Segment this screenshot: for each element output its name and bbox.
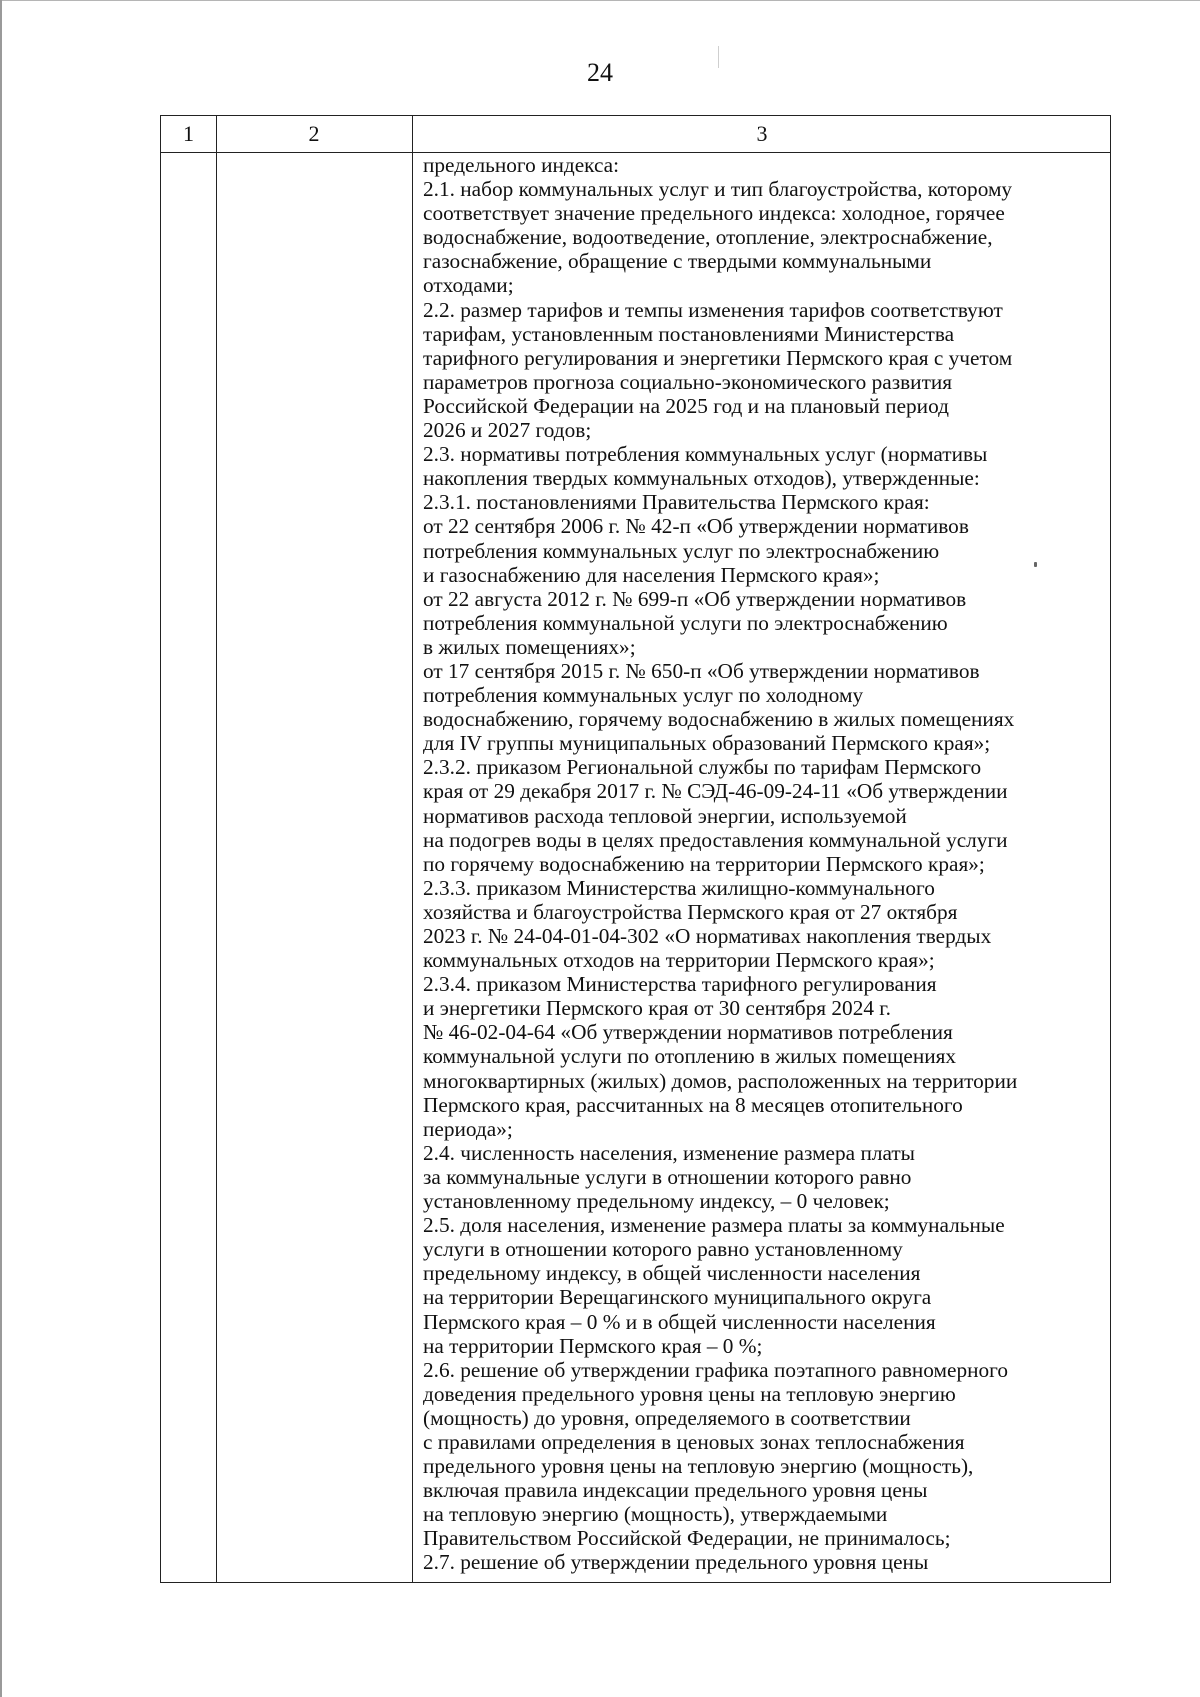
text-line: водоснабжение, водоотведение, отопление, электроснабжение, <box>423 225 993 250</box>
text-line: с правилами определения в ценовых зонах теплоснабжения <box>423 1429 965 1454</box>
text-line: тарифам, установленным постановлениями Министерства <box>423 321 955 346</box>
text-line: предельному индексу, в общей численности населения <box>423 1261 921 1286</box>
column-header-3: 3 <box>756 121 768 146</box>
text-line: за коммунальные услуги в отношении которого равно <box>423 1164 912 1189</box>
text-line: Правительством Российской Федерации, не принималось; <box>423 1526 951 1551</box>
text-line: и энергетики Пермского края от 30 сентября 2024 г. <box>423 996 891 1021</box>
text-line: предельного уровня цены на тепловую энергию (мощность), <box>423 1454 974 1479</box>
text-line: накопления твердых коммунальных отходов), утвержденные: <box>423 466 980 491</box>
text-line: на территории Верещагинского муниципального округа <box>423 1285 932 1310</box>
column-3-text <box>423 153 1109 1575</box>
text-line: 2.3. нормативы потребления коммунальных услуг (нормативы <box>423 442 988 467</box>
text-line: коммунальной услуги по отоплению в жилых помещениях <box>423 1044 957 1069</box>
text-line: 2.5. доля населения, изменение размера платы за коммунальные <box>423 1213 1005 1238</box>
text-line: 2.1. набор коммунальных услуг и тип благоустройства, которому <box>423 177 1013 202</box>
text-line: газоснабжение, обращение с твердыми коммунальными <box>423 249 932 274</box>
text-line: потребления коммунальных услуг по холодному <box>423 683 864 708</box>
document-table <box>160 115 1111 1583</box>
text-line: Пермского края – 0 % и в общей численности населения <box>423 1309 936 1334</box>
column-header-1: 1 <box>183 121 194 146</box>
text-line: водоснабжению, горячему водоснабжению в жилых помещениях <box>423 707 1015 732</box>
text-line: 2.3.3. приказом Министерства жилищно-коммунального <box>423 875 935 900</box>
text-line: Российской Федерации на 2025 год и на плановый период <box>423 393 949 418</box>
text-line: потребления коммунальной услуги по электроснабжению <box>423 610 948 635</box>
text-line: включая правила индексации предельного уровня цены <box>423 1478 928 1503</box>
text-line: 2.4. численность населения, изменение размера платы <box>423 1140 915 1165</box>
scan-artifact <box>718 46 719 68</box>
text-line: от 17 сентября 2015 г. № 650-п «Об утверждении нормативов <box>423 658 980 683</box>
text-line: на территории Пермского края – 0 %; <box>423 1333 763 1358</box>
text-line: хозяйства и благоустройства Пермского края от 27 октября <box>423 899 958 924</box>
column-header-2: 2 <box>308 121 320 146</box>
text-line: 2.2. размер тарифов и темпы изменения тарифов соответствуют <box>423 297 1003 322</box>
text-line: установленному предельному индексу, – 0 человек; <box>423 1189 890 1214</box>
text-line: 2.3.1. постановлениями Правительства Пермского края: <box>423 490 930 515</box>
text-line: края от 29 декабря 2017 г. № СЭД-46-09-24-11 «Об утверждении <box>423 779 1008 804</box>
text-line: 2023 г. № 24-04-01-04-302 «О нормативах накопления твердых <box>423 924 992 948</box>
text-line: в жилых помещениях»; <box>423 634 636 659</box>
text-line: 2.3.2. приказом Региональной службы по тарифам Пермского <box>423 755 982 780</box>
text-line: услуги в отношении которого равно установленному <box>423 1237 903 1262</box>
column-divider <box>216 116 217 1582</box>
page-number: 24 <box>587 58 613 87</box>
scan-edge-left <box>0 0 2 1697</box>
text-line: 2.6. решение об утверждении графика поэтапного равномерного <box>423 1357 1009 1382</box>
text-line: предельного индекса: <box>423 153 620 177</box>
text-line: для IV группы муниципальных образований Пермского края»; <box>423 731 991 756</box>
text-line: потребления коммунальных услуг по электроснабжению <box>423 538 940 563</box>
scan-artifact <box>1034 562 1037 567</box>
text-line: параметров прогноза социально-экономического развития <box>423 369 953 394</box>
column-divider <box>412 116 413 1582</box>
text-line: нормативов расхода тепловой энергии, используемой <box>423 803 907 828</box>
text-line: и газоснабжению для населения Пермского края»; <box>423 562 880 587</box>
text-line: на подогрев воды в целях предоставления коммунальной услуги <box>423 827 1008 852</box>
text-line: соответствует значение предельного индекса: холодное, горячее <box>423 201 1005 226</box>
text-line: доведения предельного уровня цены на тепловую энергию <box>423 1381 956 1406</box>
text-line: 2.7. решение об утверждении предельного уровня цены <box>423 1550 929 1575</box>
text-line: коммунальных отходов на территории Пермского края»; <box>423 948 935 973</box>
text-line: 2.3.4. приказом Министерства тарифного регулирования <box>423 972 937 997</box>
text-line: периода»; <box>423 1116 513 1141</box>
text-line: (мощность) до уровня, определяемого в соответствии <box>423 1405 911 1430</box>
text-line: 2026 и 2027 годов; <box>423 418 592 443</box>
text-line: № 46-02-04-64 «Об утверждении нормативов потребления <box>423 1020 953 1045</box>
text-line: Пермского края, рассчитанных на 8 месяцев отопительного <box>423 1092 963 1117</box>
text-line: от 22 сентября 2006 г. № 42-п «Об утверждении нормативов <box>423 514 969 539</box>
text-line: тарифного регулирования и энергетики Пермского края с учетом <box>423 345 1013 370</box>
text-line: от 22 августа 2012 г. № 699-п «Об утверждении нормативов <box>423 586 967 611</box>
scan-edge-top <box>0 0 1200 1</box>
text-line: отходами; <box>423 273 514 298</box>
text-line: многоквартирных (жилых) домов, расположенных на территории <box>423 1068 1018 1093</box>
text-line: по горячему водоснабжению на территории Пермского края»; <box>423 851 985 876</box>
text-line: на тепловую энергию (мощность), утверждаемыми <box>423 1502 888 1527</box>
